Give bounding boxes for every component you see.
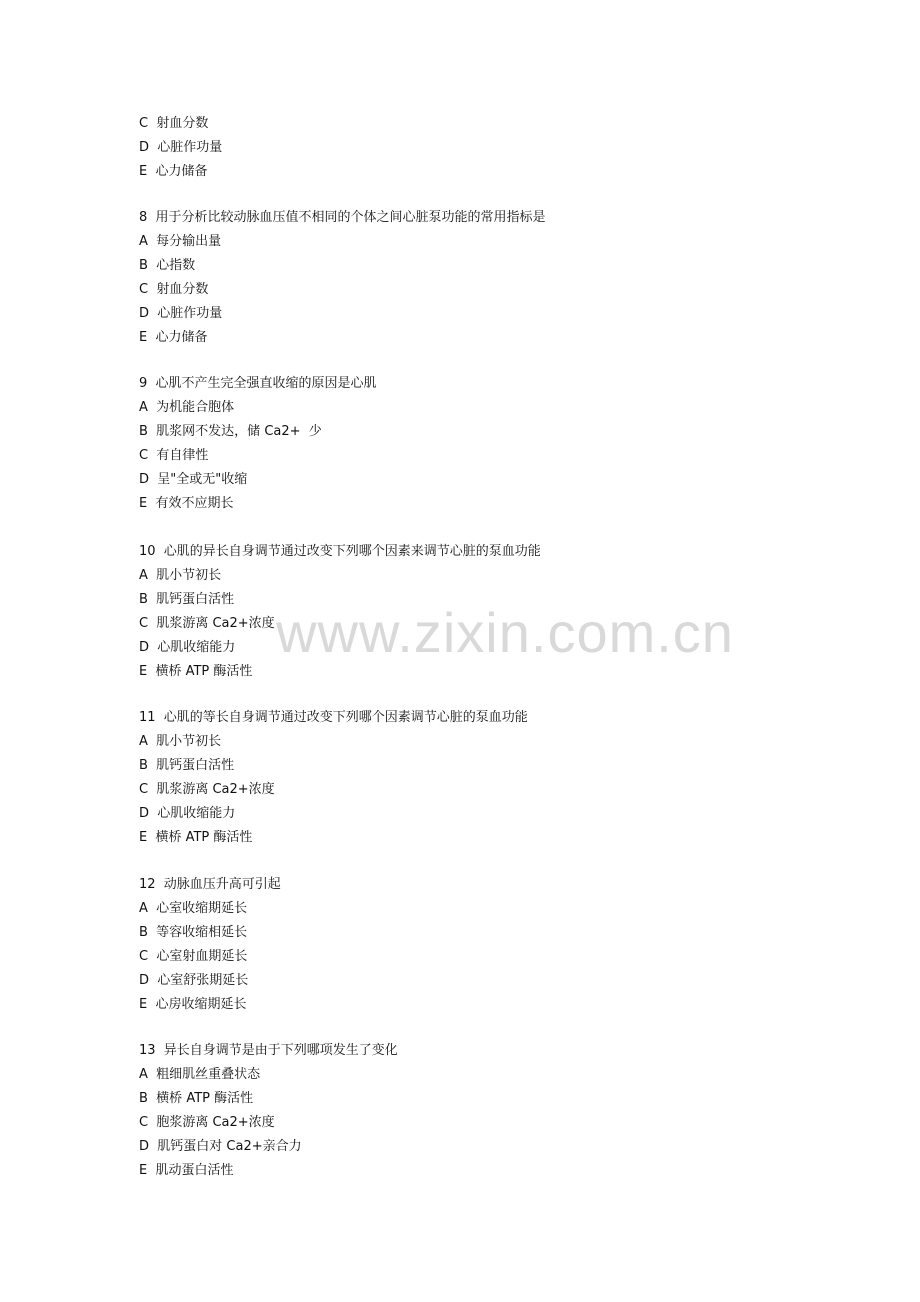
option-c: C 有自律性 [139,448,209,463]
question-10: 10 心肌的异长自身调节通过改变下列哪个因素来调节心脏的泵血功能 [139,544,541,559]
option-b: B 肌浆网不发达，储 Ca2+ 少 [139,424,322,439]
option-a: A 肌小节初长 [139,734,222,749]
option-b: B 等容收缩相延长 [139,925,248,940]
option-d: D 心肌收缩能力 [139,640,236,655]
option-d: D 心脏作功量 [139,140,223,155]
option-e: E 心房收缩期延长 [139,997,247,1012]
option-c: C 射血分数 [139,282,209,297]
option-e: E 有效不应期长 [139,496,234,511]
question-11: 11 心肌的等长自身调节通过改变下列哪个因素调节心脏的泵血功能 [139,710,528,725]
option-b: B 心指数 [139,258,196,273]
option-d: D 心室舒张期延长 [139,973,249,988]
option-e: E 肌动蛋白活性 [139,1163,234,1178]
watermark: www.zixin.com.cn [276,601,734,664]
option-d: D 心脏作功量 [139,306,223,321]
option-a: A 为机能合胞体 [139,400,235,415]
option-a: A 每分输出量 [139,234,222,249]
option-b: B 横桥 ATP 酶活性 [139,1091,254,1106]
option-a: A 粗细肌丝重叠状态 [139,1067,261,1082]
option-e: E 心力储备 [139,330,208,345]
option-e: E 横桥 ATP 酶活性 [139,830,253,845]
option-a: A 心室收缩期延长 [139,901,248,916]
option-c: C 胞浆游离 Ca2+浓度 [139,1115,275,1130]
option-b: B 肌钙蛋白活性 [139,758,235,773]
option-d: D 心肌收缩能力 [139,806,236,821]
option-c: C 射血分数 [139,116,209,131]
option-e: E 横桥 ATP 酶活性 [139,664,253,679]
question-8: 8 用于分析比较动脉血压值不相同的个体之间心脏泵功能的常用指标是 [139,210,546,225]
option-c: C 心室射血期延长 [139,949,248,964]
question-12: 12 动脉血压升高可引起 [139,877,281,892]
option-a: A 肌小节初长 [139,568,222,583]
option-c: C 肌浆游离 Ca2+浓度 [139,616,275,631]
option-c: C 肌浆游离 Ca2+浓度 [139,782,275,797]
question-9: 9 心肌不产生完全强直收缩的原因是心肌 [139,376,377,391]
question-13: 13 异长自身调节是由于下列哪项发生了变化 [139,1043,398,1058]
option-b: B 肌钙蛋白活性 [139,592,235,607]
option-e: E 心力储备 [139,164,208,179]
option-d: D 呈"全或无"收缩 [139,472,248,487]
option-d: D 肌钙蛋白对 Ca2+亲合力 [139,1139,302,1154]
